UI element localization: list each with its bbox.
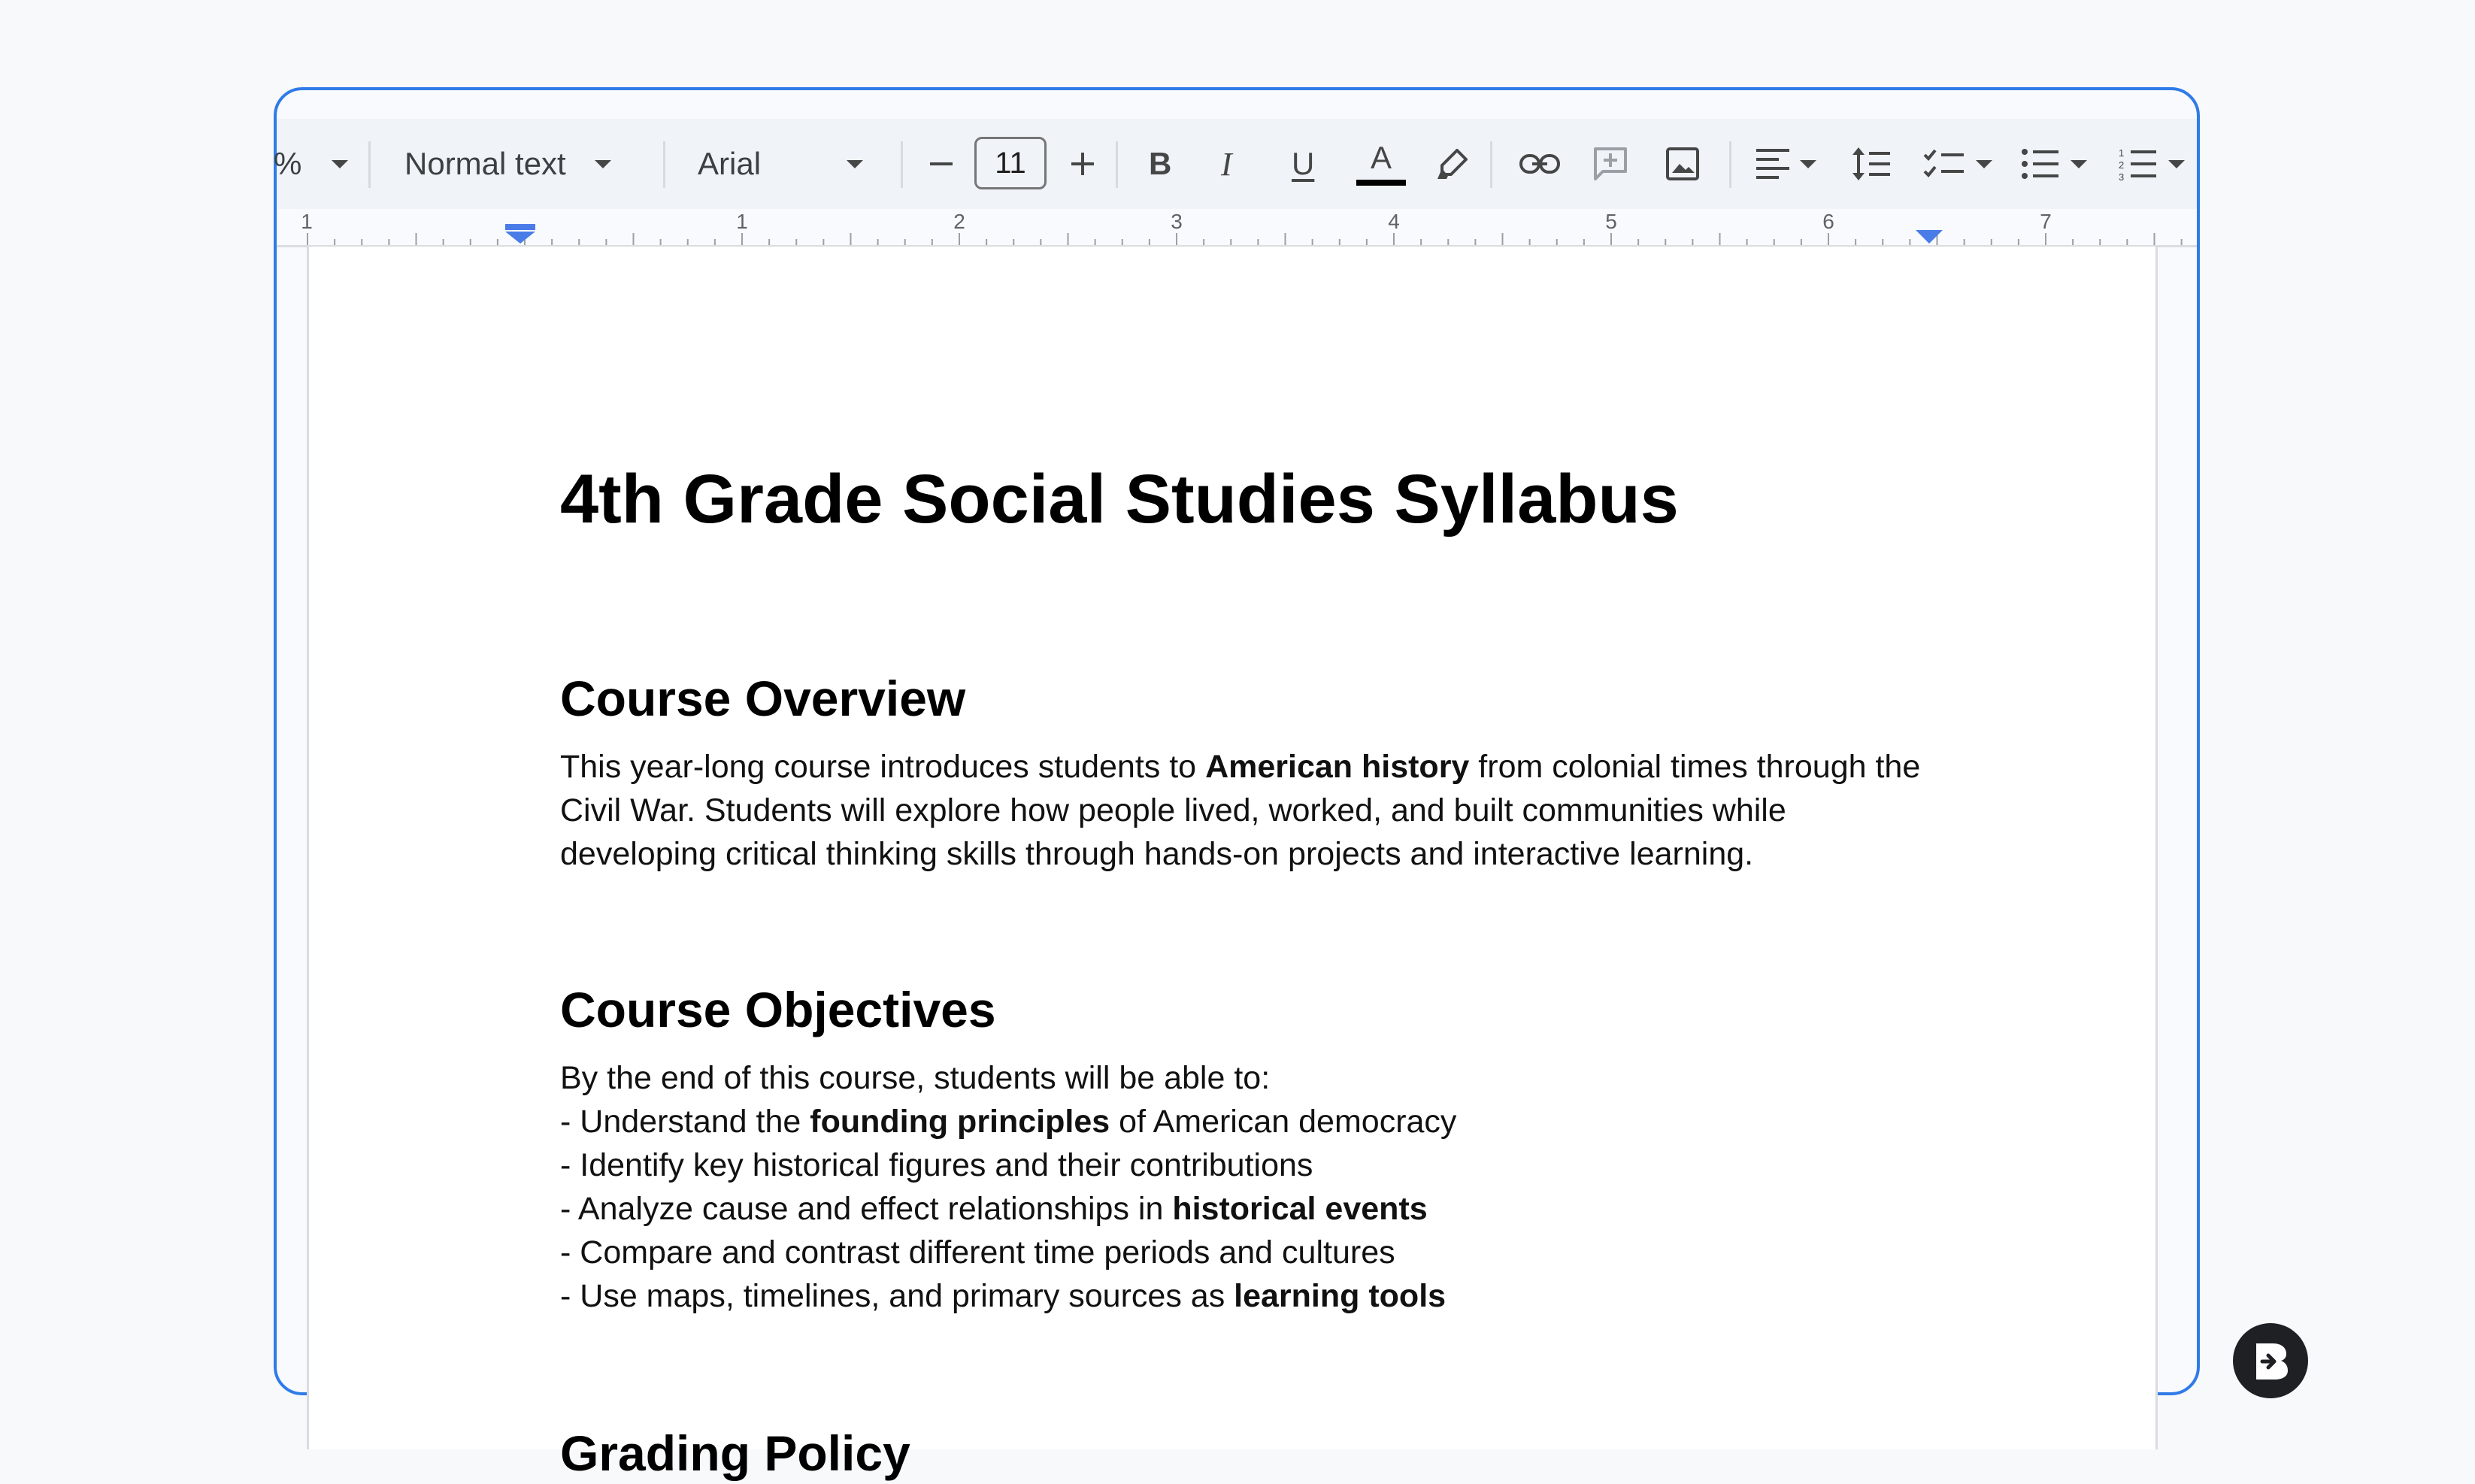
ruler-tick [2045, 233, 2046, 245]
text-color-button[interactable] [1356, 119, 1406, 209]
ruler-tick [1991, 239, 1992, 245]
add-comment-icon [1592, 146, 1628, 182]
underline-icon: U [1292, 146, 1315, 181]
ruler-tick [1366, 239, 1368, 245]
ruler-tick [443, 239, 444, 245]
ruler-number: 7 [2040, 210, 2052, 233]
chevron-down-icon [595, 160, 611, 168]
ruler-tick [470, 239, 471, 245]
ruler-tick [1556, 239, 1558, 245]
highlight-color-button[interactable] [1434, 119, 1471, 209]
ruler-tick [1149, 239, 1150, 245]
ruler-tick [1828, 233, 1829, 245]
ruler-tick [1312, 239, 1313, 245]
ruler-tick [1095, 239, 1096, 245]
ruler-tick [334, 239, 335, 245]
ruler-tick [388, 239, 389, 245]
ruler-number: 3 [1171, 210, 1183, 233]
ruler-number: 6 [1822, 210, 1834, 233]
ruler-tick [822, 239, 824, 245]
formatting-toolbar [274, 119, 2197, 209]
ruler-tick [986, 239, 987, 245]
italic-icon: I [1221, 145, 1232, 183]
logo-icon [2247, 1337, 2294, 1384]
ruler-tick [959, 233, 960, 245]
objective-item: - Identify key historical figures and their contributions [560, 1147, 1313, 1183]
left-indent-marker[interactable] [505, 224, 535, 244]
ruler-tick [1502, 233, 1504, 245]
objective-item: - Analyze cause and effect relationships in historical events [560, 1191, 1428, 1227]
overview-paragraph [560, 745, 1920, 876]
ruler-tick [768, 239, 770, 245]
ruler-tick [1393, 233, 1395, 245]
right-indent-marker[interactable] [1916, 230, 1943, 244]
ruler-tick [1013, 239, 1014, 245]
ruler-tick [850, 233, 852, 245]
ruler-tick [1882, 239, 1883, 245]
ruler-tick [2181, 239, 2183, 245]
ruler-tick [605, 239, 607, 245]
ruler-tick [877, 239, 879, 245]
insert-link-button[interactable] [1519, 119, 1561, 209]
ruler-tick [2099, 239, 2101, 245]
objective-item: - Use maps, timelines, and primary sources as learning tools [560, 1278, 1447, 1314]
toolbar-divider [663, 141, 665, 188]
brand-logo [2233, 1323, 2308, 1398]
heading-course-overview: Course Overview [560, 671, 966, 726]
horizontal-ruler[interactable] [277, 209, 2197, 247]
chevron-down-icon [2071, 160, 2087, 168]
ruler-tick [361, 239, 362, 245]
ruler-tick [1203, 239, 1204, 245]
toolbar-divider [1116, 141, 1118, 188]
ruler-tick [1447, 239, 1449, 245]
ruler-number: 2 [953, 210, 965, 233]
ruler-tick [1583, 239, 1585, 245]
italic-button[interactable] [1221, 119, 1232, 209]
svg-text:3: 3 [2119, 171, 2125, 183]
document-title: 4th Grade Social Studies Syllabus [560, 461, 1679, 538]
ruler-number: 1 [301, 210, 313, 233]
checklist-dropdown[interactable] [1923, 119, 1992, 209]
ruler-tick [1285, 233, 1286, 245]
text-color-swatch [1356, 180, 1406, 186]
ruler-tick [1040, 239, 1041, 245]
numbered-list-icon [2119, 146, 2158, 182]
ruler-tick [1610, 233, 1612, 245]
ruler-tick [416, 233, 417, 245]
docs-editor-window [274, 87, 2200, 1481]
ruler-tick [1068, 233, 1069, 245]
increase-font-size-button[interactable] [1069, 119, 1096, 209]
ruler-tick [2126, 239, 2128, 245]
ruler-tick [1665, 239, 1666, 245]
ruler-tick [1964, 239, 1965, 245]
ruler-tick [1774, 239, 1775, 245]
zoom-value: % [274, 146, 302, 181]
ruler-tick [1230, 239, 1231, 245]
chevron-down-icon [1800, 160, 1816, 168]
ruler-tick [741, 233, 743, 245]
bold-button[interactable] [1149, 119, 1171, 209]
paragraph-style-dropdown[interactable] [404, 119, 611, 209]
ruler-tick [551, 239, 553, 245]
ruler-tick [1529, 239, 1531, 245]
ruler-tick [1474, 239, 1476, 245]
text-color-icon: A [1370, 140, 1392, 175]
ruler-tick [932, 239, 933, 245]
objectives-intro: By the end of this course, students will be able to: [560, 1060, 1271, 1096]
line-spacing-button[interactable] [1851, 119, 1892, 209]
chevron-down-icon [332, 160, 348, 168]
align-left-icon [1755, 147, 1791, 180]
insert-image-button[interactable] [1665, 119, 1701, 209]
bulleted-list-dropdown[interactable] [2021, 119, 2087, 209]
heading-grading-policy: Grading Policy [560, 1425, 910, 1481]
zoom-menu[interactable] [274, 119, 348, 209]
document-page[interactable] [307, 247, 2158, 1481]
toolbar-divider [1490, 141, 1492, 188]
style-label: Normal text [404, 146, 566, 181]
ruler-number: 4 [1388, 210, 1400, 233]
objective-item: - Understand the founding principles of American democracy [560, 1104, 1457, 1140]
ruler-tick [1176, 233, 1177, 245]
ruler-tick [1637, 239, 1639, 245]
ruler-tick [2154, 233, 2155, 245]
bulleted-list-icon [2021, 147, 2060, 180]
ruler-tick [714, 239, 716, 245]
ruler-tick [1909, 239, 1910, 245]
ruler-tick [1746, 239, 1748, 245]
ruler-tick [1719, 233, 1721, 245]
toolbar-divider [368, 141, 371, 188]
ruler-tick [578, 239, 580, 245]
svg-text:1: 1 [2119, 147, 2125, 159]
ruler-tick [795, 239, 797, 245]
objectives-list [560, 1056, 1456, 1318]
chevron-down-icon [1976, 160, 1992, 168]
ruler-tick [1122, 239, 1123, 245]
underline-button[interactable] [1292, 119, 1314, 209]
overview-line-2: Civil War. Students will explore how people lived, worked, and built communities while [560, 792, 1786, 828]
ruler-scale [277, 209, 2203, 245]
plus-icon [1069, 150, 1096, 177]
font-label: Arial [698, 146, 762, 181]
ruler-tick [687, 239, 689, 245]
ruler-number: 1 [736, 210, 748, 233]
bold-american-history: American history [1205, 749, 1470, 785]
font-family-dropdown[interactable] [698, 119, 863, 209]
svg-text:2: 2 [2119, 159, 2125, 171]
ruler-tick [1855, 239, 1856, 245]
chevron-down-icon [847, 160, 863, 168]
chevron-down-icon [2168, 160, 2185, 168]
ruler-tick [660, 239, 662, 245]
ruler-tick [904, 239, 906, 245]
minus-icon [928, 150, 955, 177]
bold-icon: B [1149, 146, 1172, 181]
image-icon [1665, 146, 1701, 182]
link-icon [1519, 152, 1561, 176]
highlighter-icon [1434, 146, 1471, 182]
objective-item: - Compare and contrast different time periods and cultures [560, 1234, 1395, 1270]
font-size-input[interactable]: 11 [974, 137, 1047, 189]
ruler-tick [2072, 239, 2074, 245]
overview-line-3: developing critical thinking skills through hands-on projects and interactive learning. [560, 836, 1754, 872]
heading-course-objectives: Course Objectives [560, 982, 996, 1037]
add-comment-button[interactable] [1592, 119, 1628, 209]
ruler-tick [1692, 239, 1693, 245]
checklist-icon [1923, 147, 1965, 180]
ruler-tick [2018, 239, 2019, 245]
ruler-number: 5 [1605, 210, 1617, 233]
line-spacing-icon [1851, 146, 1892, 182]
ruler-tick [633, 233, 635, 245]
decrease-font-size-button[interactable] [928, 119, 955, 209]
ruler-tick [1257, 239, 1259, 245]
ruler-tick [497, 239, 498, 245]
ruler-tick [1801, 239, 1802, 245]
ruler-tick [1420, 239, 1422, 245]
ruler-tick [307, 233, 308, 245]
align-dropdown[interactable] [1755, 119, 1816, 209]
ruler-tick [1339, 239, 1340, 245]
numbered-list-dropdown[interactable] [2119, 119, 2185, 209]
toolbar-divider [1729, 141, 1731, 188]
overview-line-1: This year-long course introduces students to American history from colonial times through the [560, 749, 1921, 785]
toolbar-divider [901, 141, 903, 188]
